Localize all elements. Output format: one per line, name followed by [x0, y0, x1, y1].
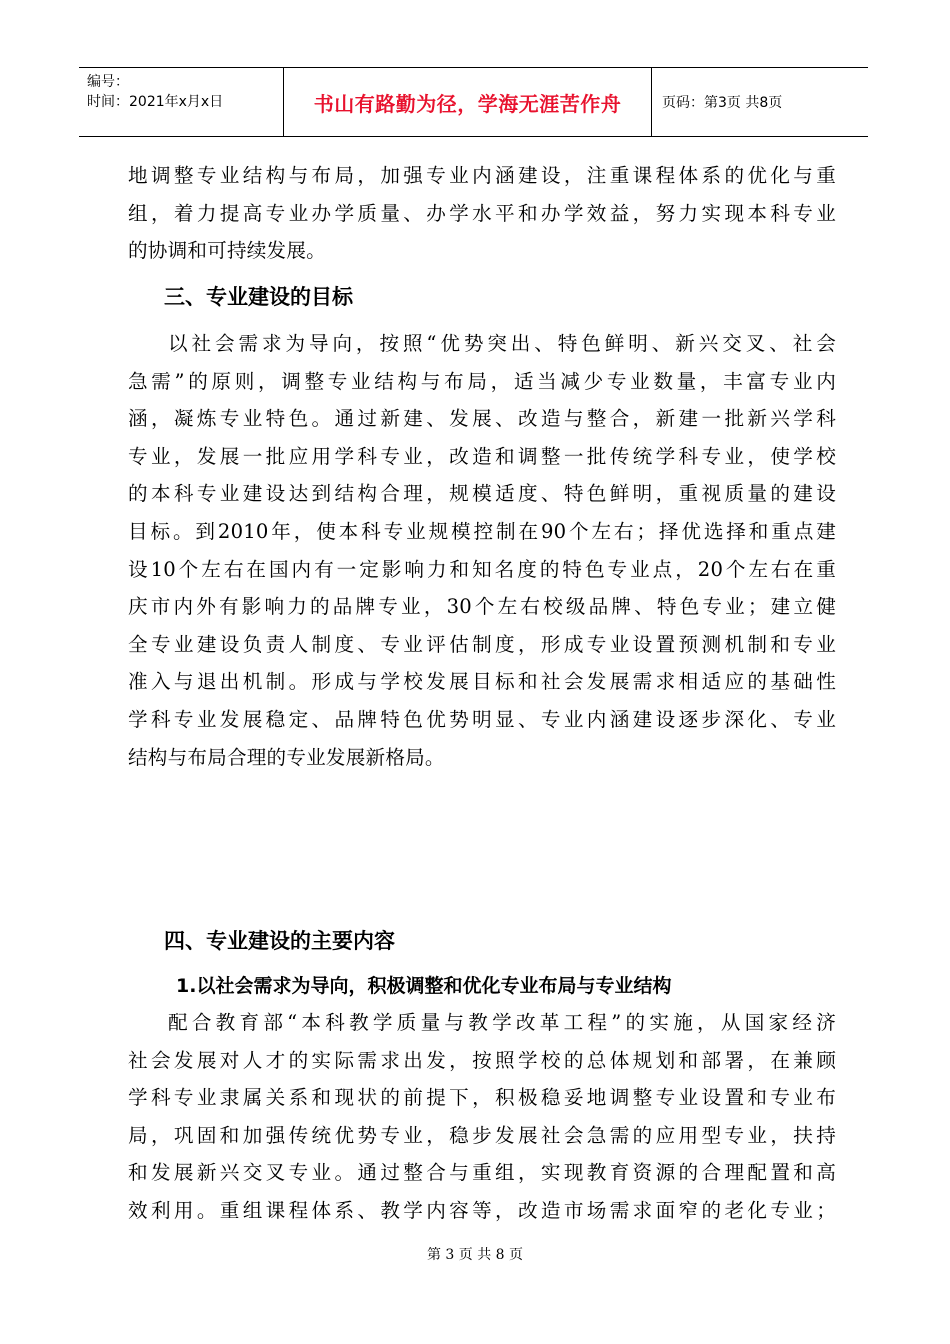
text-line: 设10个左右在国内有一定影响力和知名度的特色专业点，20个左右在重: [128, 557, 836, 581]
text-line: 局，巩固和加强传统优势专业，稳步发展社会急需的应用型专业，扶持: [128, 1123, 836, 1147]
subsection-heading-1: 1.以社会需求为导向，积极调整和优化专业布局与专业结构: [176, 975, 672, 997]
text-line: 社会发展对人才的实际需求出发，按照学校的总体规划和部署，在兼顾: [128, 1048, 836, 1072]
section-heading-4: 四、专业建设的主要内容: [164, 929, 395, 953]
header-page-cell: [652, 68, 868, 136]
text-line: 目标。到2010年，使本科专业规模控制在90个左右；择优选择和重点建: [128, 519, 836, 543]
number-label: 编号：: [87, 74, 129, 90]
text-line: 涵，凝炼专业特色。通过新建、发展、改造与整合，新建一批新兴学科: [128, 407, 836, 431]
text-line: 准入与退出机制。形成与学校发展目标和社会发展需求相适应的基础性: [128, 670, 836, 694]
text-line: 全专业建设负责人制度、专业评估制度，形成专业设置预测机制和专业: [128, 632, 836, 656]
motto-text: 书山有路勤为径，学海无涯苦作舟: [313, 91, 622, 116]
text-line: 的本科专业建设达到结构合理，规模适度、特色鲜明，重视质量的建设: [128, 482, 836, 506]
text-line: 学科专业隶属关系和现状的前提下，积极稳妥地调整专业设置和专业布: [128, 1086, 836, 1110]
page-header: [79, 67, 868, 137]
header-motto-cell: [284, 68, 652, 136]
paragraph-2: [128, 325, 836, 776]
text-line: 学科专业发展稳定、品牌特色优势明显、专业内涵建设逐步深化、专业: [128, 707, 836, 731]
text-line: 配合教育部“本科教学质量与教学改革工程”的实施，从国家经济: [168, 1011, 836, 1034]
text-line: 效利用。重组课程体系、教学内容等，改造市场需求面窄的老化专业；: [128, 1198, 836, 1222]
text-line: 急需”的原则，调整专业结构与布局，适当减少专业数量，丰富专业内: [128, 369, 836, 393]
paragraph-1: [128, 157, 836, 270]
text-line: 庆市内外有影响力的品牌专业，30个左右校级品牌、特色专业；建立健: [128, 595, 836, 619]
text-line: 的协调和可持续发展。: [128, 239, 326, 263]
text-line: 地调整专业结构与布局，加强专业内涵建设，注重课程体系的优化与重: [128, 164, 836, 187]
header-meta: [79, 68, 284, 136]
section-heading-3: 三、专业建设的目标: [164, 285, 353, 309]
page-label: 页码：第3页 共8页: [662, 95, 783, 111]
time-label: 时间：2021年x月x日: [87, 94, 224, 110]
text-line: 专业，发展一批应用学科专业，改造和调整一批传统学科专业，使学校: [128, 444, 836, 468]
page-footer: 第 3 页 共 8 页: [426, 1247, 524, 1263]
text-line: 以社会需求为导向，按照“优势突出、特色鲜明、新兴交叉、社会: [168, 332, 836, 355]
text-line: 和发展新兴交叉专业。通过整合与重组，实现教育资源的合理配置和高: [128, 1161, 836, 1185]
paragraph-3: [128, 1004, 836, 1230]
text-line: 结构与布局合理的专业发展新格局。: [128, 745, 445, 769]
text-line: 组，着力提高专业办学质量、办学水平和办学效益，努力实现本科专业: [128, 201, 836, 225]
